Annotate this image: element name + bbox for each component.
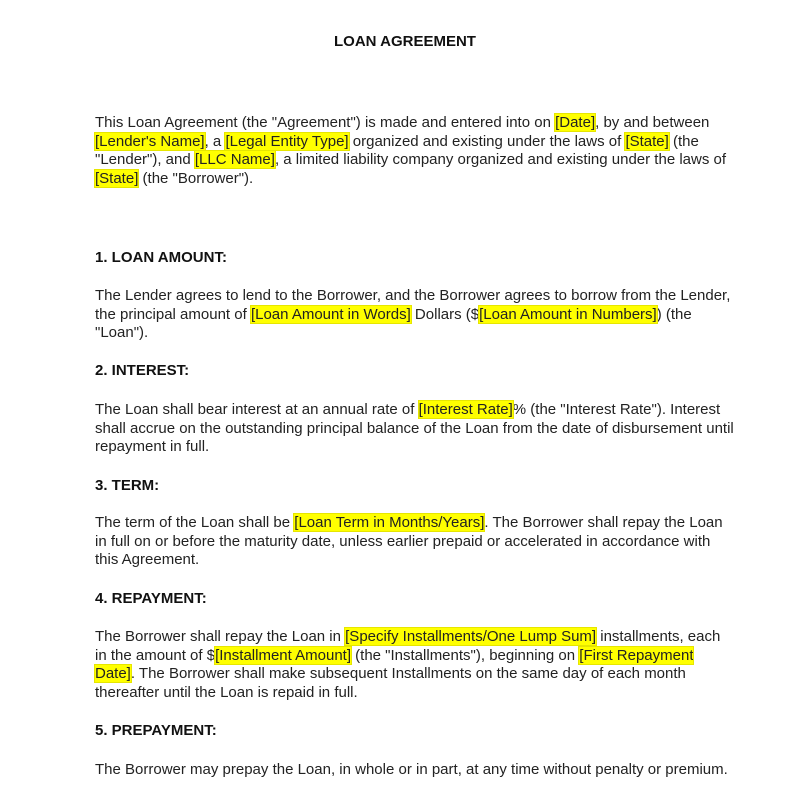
paragraph-text: The Loan shall bear interest at an annual rate of [95,401,419,418]
section-heading-interest: 2. INTEREST: [95,362,190,379]
section-heading-repayment: 4. REPAYMENT: [95,590,207,607]
intro-text: , a [204,132,226,150]
paragraph-text: (the "Installments"), beginning on [351,646,580,664]
document-title: LOAN AGREEMENT [334,33,476,50]
paragraph-text: installments, each in the amount of $ [95,628,721,664]
state-placeholder: [State] [95,169,139,187]
intro-text: , a limited liability company organized and existing under the laws of [274,151,727,169]
paragraph-text: ) (the "Loan"). [95,305,692,342]
llc-name-placeholder: [LLC Name] [194,151,275,169]
interest-rate-placeholder: [Interest Rate] [418,401,513,418]
paragraph-text: . The Borrower shall make subsequent Installments on the same day of each month thereafter until the Loan is repaid in full. [95,665,686,701]
prepayment-paragraph [95,761,735,780]
installment-amount-placeholder: [Installment Amount] [215,646,351,664]
date-placeholder: [Date] [555,114,596,131]
entity-type-placeholder: [Legal Entity Type] [225,132,349,150]
installments-placeholder: [Specify Installments/One Lump Sum] [345,628,597,645]
interest-paragraph [95,401,735,457]
repayment-paragraph [95,628,735,702]
lender-name-placeholder: [Lender's Name] [95,132,205,150]
loan-term-placeholder: [Loan Term in Months/Years] [294,514,485,531]
paragraph-text: The Lender agrees to lend to the Borrower, and the Borrower agrees to borrow from the Lender, the principal amount of [95,287,731,323]
section-heading-prepayment: 5. PREPAYMENT: [95,722,217,739]
intro-paragraph [95,114,735,188]
paragraph-text: The Borrower may prepay the Loan, in whole or in part, at any time without penalty or premium. [95,761,728,778]
intro-text: (the "Lender"), and [95,132,699,169]
amount-numbers-placeholder: [Loan Amount in Numbers] [479,305,657,323]
intro-text: , by and between [595,114,710,131]
loan-amount-paragraph [95,287,735,343]
paragraph-text: % (the "Interest Rate"). Interest shall accrue on the outstanding principal balance of the Loan from the date of disbursement until repayment in full. [95,401,734,456]
paragraph-text: Dollars ($ [410,305,480,323]
intro-text: This Loan Agreement (the "Agreement") is made and entered into on [95,114,556,131]
state-placeholder: [State] [625,132,669,150]
section-heading-term: 3. TERM: [95,477,160,494]
section-heading-loan-amount: 1. LOAN AMOUNT: [95,249,227,266]
term-paragraph [95,514,735,570]
amount-words-placeholder: [Loan Amount in Words] [250,305,411,323]
paragraph-text: . The Borrower shall repay the Loan in full on or before the maturity date, unless earlier prepaid or accelerated in accordance with this Agreement. [95,514,723,569]
paragraph-text: The term of the Loan shall be [95,514,295,531]
first-repayment-date-placeholder: [First Repayment Date] [95,646,694,683]
paragraph-text: The Borrower shall repay the Loan in [95,628,346,645]
intro-text: (the "Borrower"). [138,169,254,187]
intro-text: organized and existing under the laws of [348,132,626,150]
